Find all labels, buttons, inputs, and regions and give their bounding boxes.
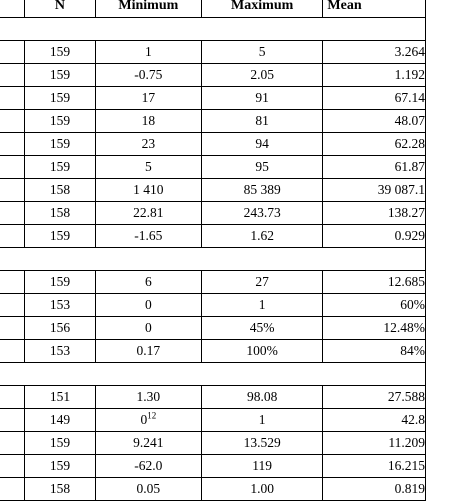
mean-cell: 39 087.1 bbox=[323, 179, 426, 202]
variable-cell bbox=[0, 294, 25, 317]
table-row bbox=[0, 156, 426, 179]
n-cell: 159 bbox=[25, 64, 96, 87]
mean-cell: 60% bbox=[323, 294, 426, 317]
variable-cell bbox=[0, 386, 25, 409]
table-row bbox=[0, 478, 426, 501]
n-cell: 149 bbox=[25, 409, 96, 432]
mean-cell: 16.215 bbox=[323, 455, 426, 478]
minimum-value: 18 bbox=[141, 113, 156, 128]
maximum-cell: 1.62 bbox=[201, 225, 323, 248]
minimum-cell bbox=[95, 64, 201, 87]
maximum-cell: 1.00 bbox=[201, 478, 323, 501]
table-row bbox=[0, 202, 426, 225]
minimum-cell bbox=[95, 225, 201, 248]
minimum-cell bbox=[95, 41, 201, 64]
minimum-value: 6 bbox=[144, 274, 152, 289]
mean-header: Mean bbox=[323, 0, 426, 18]
mean-cell: 62.28 bbox=[323, 133, 426, 156]
n-cell: 159 bbox=[25, 225, 96, 248]
table-row bbox=[0, 87, 426, 110]
minimum-value: 22.81 bbox=[133, 205, 164, 220]
mean-cell: 48.07 bbox=[323, 110, 426, 133]
minimum-header: Minimum bbox=[95, 0, 201, 18]
table-row bbox=[0, 271, 426, 294]
n-cell: 159 bbox=[25, 87, 96, 110]
table-row bbox=[0, 225, 426, 248]
n-cell: 159 bbox=[25, 133, 96, 156]
variable-cell bbox=[0, 478, 25, 501]
minimum-cell bbox=[95, 317, 201, 340]
variable-cell bbox=[0, 133, 25, 156]
variable-cell bbox=[0, 225, 25, 248]
variable-cell bbox=[0, 156, 25, 179]
minimum-value: 0.05 bbox=[136, 481, 161, 496]
section-label bbox=[0, 363, 25, 386]
maximum-cell: 243.73 bbox=[201, 202, 323, 225]
variable-cell bbox=[0, 202, 25, 225]
maximum-cell: 85 389 bbox=[201, 179, 323, 202]
minimum-value: 0.17 bbox=[136, 343, 161, 358]
minimum-value: 1.30 bbox=[136, 389, 161, 404]
minimum-value: 0 bbox=[144, 320, 152, 335]
minimum-value: 0 bbox=[140, 412, 148, 427]
section-label bbox=[0, 248, 25, 271]
section-filler bbox=[25, 248, 426, 271]
minimum-cell bbox=[95, 386, 201, 409]
maximum-cell: 5 bbox=[201, 41, 323, 64]
minimum-value: -1.65 bbox=[134, 228, 163, 243]
table-row bbox=[0, 179, 426, 202]
section-row bbox=[0, 248, 426, 271]
section-row bbox=[0, 18, 426, 41]
table-row bbox=[0, 133, 426, 156]
table-body bbox=[0, 18, 426, 501]
mean-cell: 42.8 bbox=[323, 409, 426, 432]
minimum-cell bbox=[95, 110, 201, 133]
minimum-cell bbox=[95, 202, 201, 225]
table-row bbox=[0, 64, 426, 87]
table-row bbox=[0, 455, 426, 478]
maximum-cell: 94 bbox=[201, 133, 323, 156]
n-cell: 153 bbox=[25, 294, 96, 317]
table-row bbox=[0, 340, 426, 363]
table-row bbox=[0, 294, 426, 317]
mean-cell: 1.192 bbox=[323, 64, 426, 87]
table-row bbox=[0, 110, 426, 133]
header-row bbox=[0, 0, 426, 18]
n-cell: 151 bbox=[25, 386, 96, 409]
mean-cell: 84% bbox=[323, 340, 426, 363]
variable-cell bbox=[0, 41, 25, 64]
n-cell: 158 bbox=[25, 202, 96, 225]
minimum-value: 23 bbox=[141, 136, 156, 151]
minimum-value: 1 bbox=[144, 44, 152, 59]
maximum-header: Maximum bbox=[201, 0, 323, 18]
n-cell: 158 bbox=[25, 478, 96, 501]
maximum-cell: 13.529 bbox=[201, 432, 323, 455]
minimum-cell bbox=[95, 455, 201, 478]
minimum-cell bbox=[95, 156, 201, 179]
variable-cell bbox=[0, 271, 25, 294]
mean-cell: 12.685 bbox=[323, 271, 426, 294]
section-filler bbox=[25, 18, 426, 41]
mean-cell: 61.87 bbox=[323, 156, 426, 179]
maximum-cell: 81 bbox=[201, 110, 323, 133]
maximum-cell: 119 bbox=[201, 455, 323, 478]
minimum-value: 5 bbox=[144, 159, 152, 174]
minimum-value: -62.0 bbox=[134, 458, 163, 473]
n-cell: 158 bbox=[25, 179, 96, 202]
maximum-cell: 91 bbox=[201, 87, 323, 110]
n-cell: 159 bbox=[25, 432, 96, 455]
mean-cell: 67.14 bbox=[323, 87, 426, 110]
minimum-cell bbox=[95, 87, 201, 110]
minimum-cell bbox=[95, 340, 201, 363]
table-row bbox=[0, 317, 426, 340]
mean-cell: 12.48% bbox=[323, 317, 426, 340]
minimum-cell bbox=[95, 294, 201, 317]
variable-header bbox=[0, 0, 25, 18]
n-cell: 156 bbox=[25, 317, 96, 340]
maximum-cell: 2.05 bbox=[201, 64, 323, 87]
mean-cell: 138.27 bbox=[323, 202, 426, 225]
mean-cell: 0.819 bbox=[323, 478, 426, 501]
maximum-cell: 1 bbox=[201, 409, 323, 432]
mean-cell: 27.588 bbox=[323, 386, 426, 409]
maximum-cell: 45% bbox=[201, 317, 323, 340]
n-header: N bbox=[25, 0, 96, 18]
table-row bbox=[0, 432, 426, 455]
maximum-cell: 27 bbox=[201, 271, 323, 294]
n-cell: 159 bbox=[25, 455, 96, 478]
table-row bbox=[0, 386, 426, 409]
mean-cell: 3.264 bbox=[323, 41, 426, 64]
variable-cell bbox=[0, 455, 25, 478]
minimum-cell bbox=[95, 133, 201, 156]
n-cell: 159 bbox=[25, 156, 96, 179]
minimum-value: -0.75 bbox=[134, 67, 163, 82]
maximum-cell: 1 bbox=[201, 294, 323, 317]
n-cell: 153 bbox=[25, 340, 96, 363]
minimum-cell bbox=[95, 179, 201, 202]
section-filler bbox=[25, 363, 426, 386]
minimum-value: 1 410 bbox=[133, 182, 164, 197]
variable-cell bbox=[0, 87, 25, 110]
section-label bbox=[0, 18, 25, 41]
minimum-cell bbox=[95, 271, 201, 294]
minimum-cell bbox=[95, 478, 201, 501]
variable-cell bbox=[0, 179, 25, 202]
variable-cell bbox=[0, 409, 25, 432]
n-cell: 159 bbox=[25, 110, 96, 133]
mean-cell: 0.929 bbox=[323, 225, 426, 248]
footnote-marker: 12 bbox=[147, 410, 157, 421]
minimum-value: 17 bbox=[141, 90, 156, 105]
minimum-value: 0 bbox=[144, 297, 152, 312]
variable-cell bbox=[0, 64, 25, 87]
minimum-value: 9.241 bbox=[133, 435, 164, 450]
mean-cell: 11.209 bbox=[323, 432, 426, 455]
variable-cell bbox=[0, 110, 25, 133]
variable-cell bbox=[0, 432, 25, 455]
n-cell: 159 bbox=[25, 271, 96, 294]
maximum-cell: 98.08 bbox=[201, 386, 323, 409]
minimum-cell bbox=[95, 409, 201, 432]
minimum-cell bbox=[95, 432, 201, 455]
table-row bbox=[0, 409, 426, 432]
variable-cell bbox=[0, 340, 25, 363]
n-cell: 159 bbox=[25, 41, 96, 64]
maximum-cell: 95 bbox=[201, 156, 323, 179]
variable-cell bbox=[0, 317, 25, 340]
section-row bbox=[0, 363, 426, 386]
table-row bbox=[0, 41, 426, 64]
maximum-cell: 100% bbox=[201, 340, 323, 363]
